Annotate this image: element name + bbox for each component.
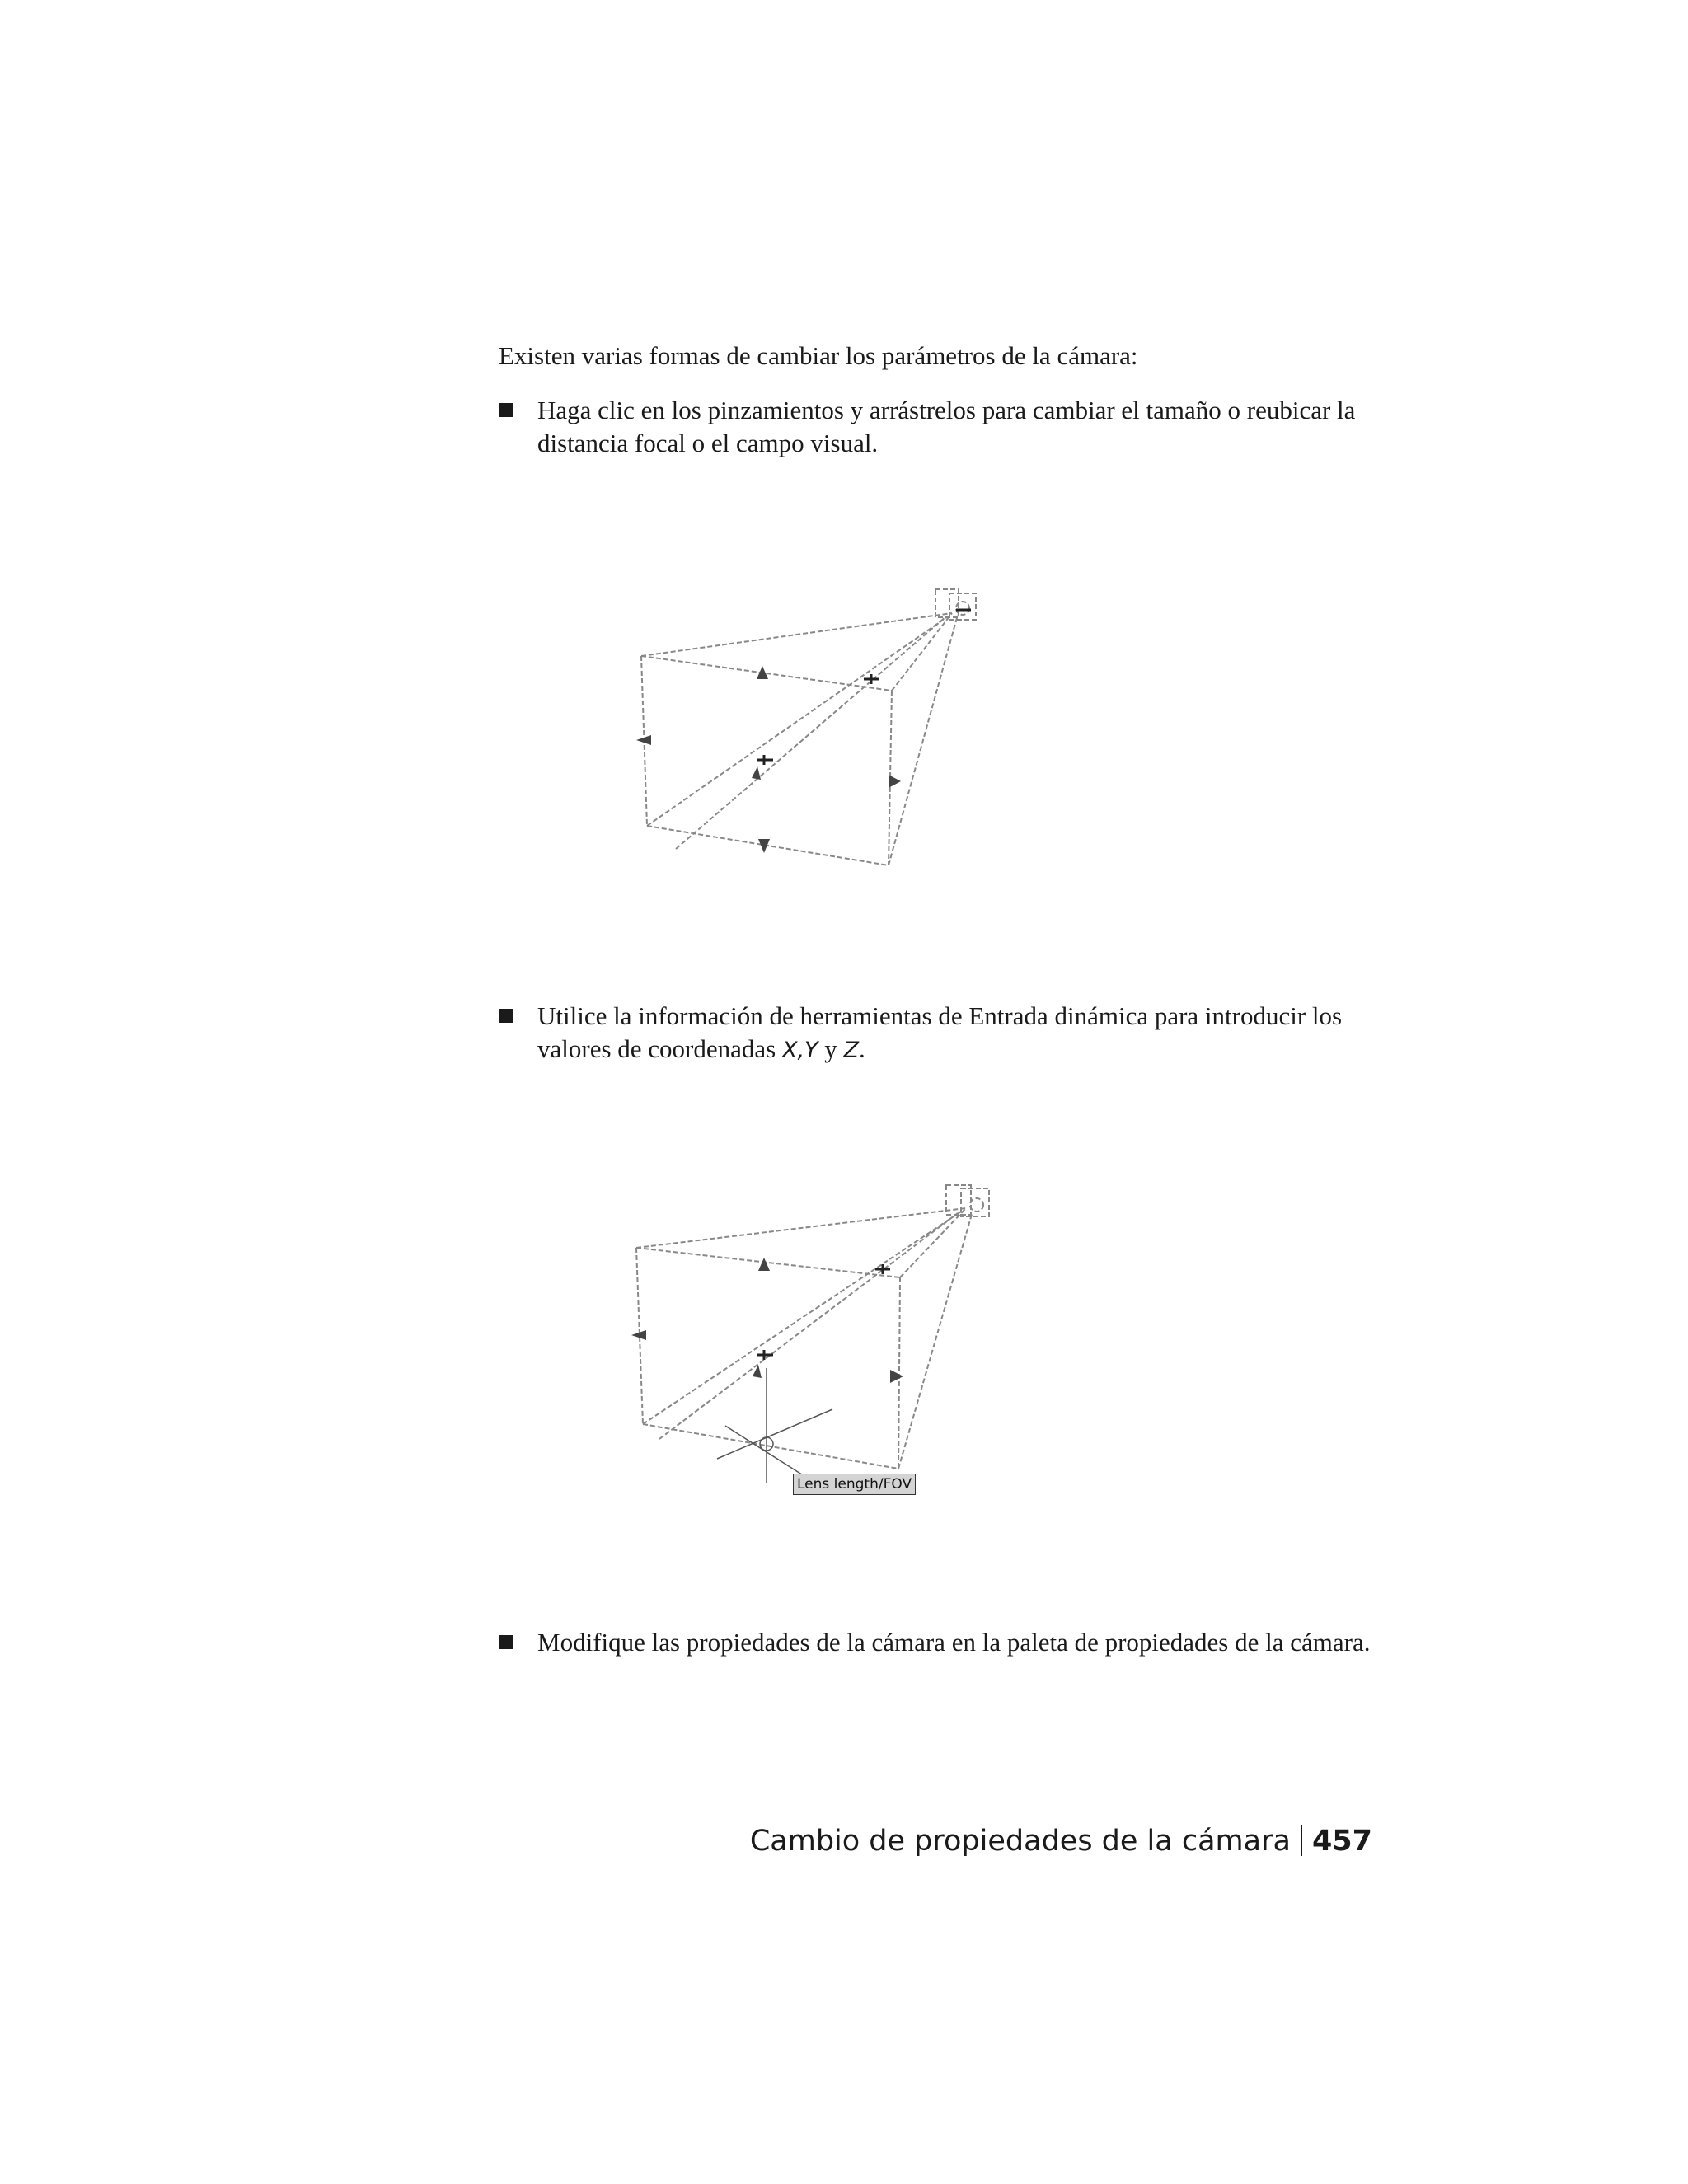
page-number: 457 (1311, 1825, 1372, 1858)
coord-z: Z (843, 1038, 860, 1063)
bullet-square-icon (499, 403, 513, 417)
lens-length-tooltip: Lens length/FOV (793, 1474, 916, 1495)
footer-section-title: Cambio de propiedades de la cámara (749, 1825, 1291, 1858)
camera-dynamic-input-figure (626, 1170, 1022, 1500)
crosshair-cursor-icon (717, 1368, 832, 1483)
bullet-text: Utilice la información de herramientas de Entrada dinámica para introducir los valores de coordenadas X,Y y Z. (537, 1001, 1343, 1063)
camera-grips-figure (626, 577, 1006, 882)
footer-separator (1301, 1825, 1302, 1856)
intro-paragraph: Existen varias formas de cambiar los parámetros de la cámara: (499, 341, 1138, 370)
coords-xy: X,Y (781, 1038, 818, 1063)
bullet-square-icon (499, 1009, 513, 1023)
page-footer (750, 1823, 1372, 1859)
bullet-text: Modifique las propiedades de la cámara en la paleta de propiedades de la cámara. (537, 1628, 1371, 1657)
bullet-text: Haga clic en los pinzamientos y arrástrelos para cambiar el tamaño o reubicar la distancia focal o el campo visual. (537, 396, 1356, 457)
bullet-square-icon (499, 1635, 513, 1649)
